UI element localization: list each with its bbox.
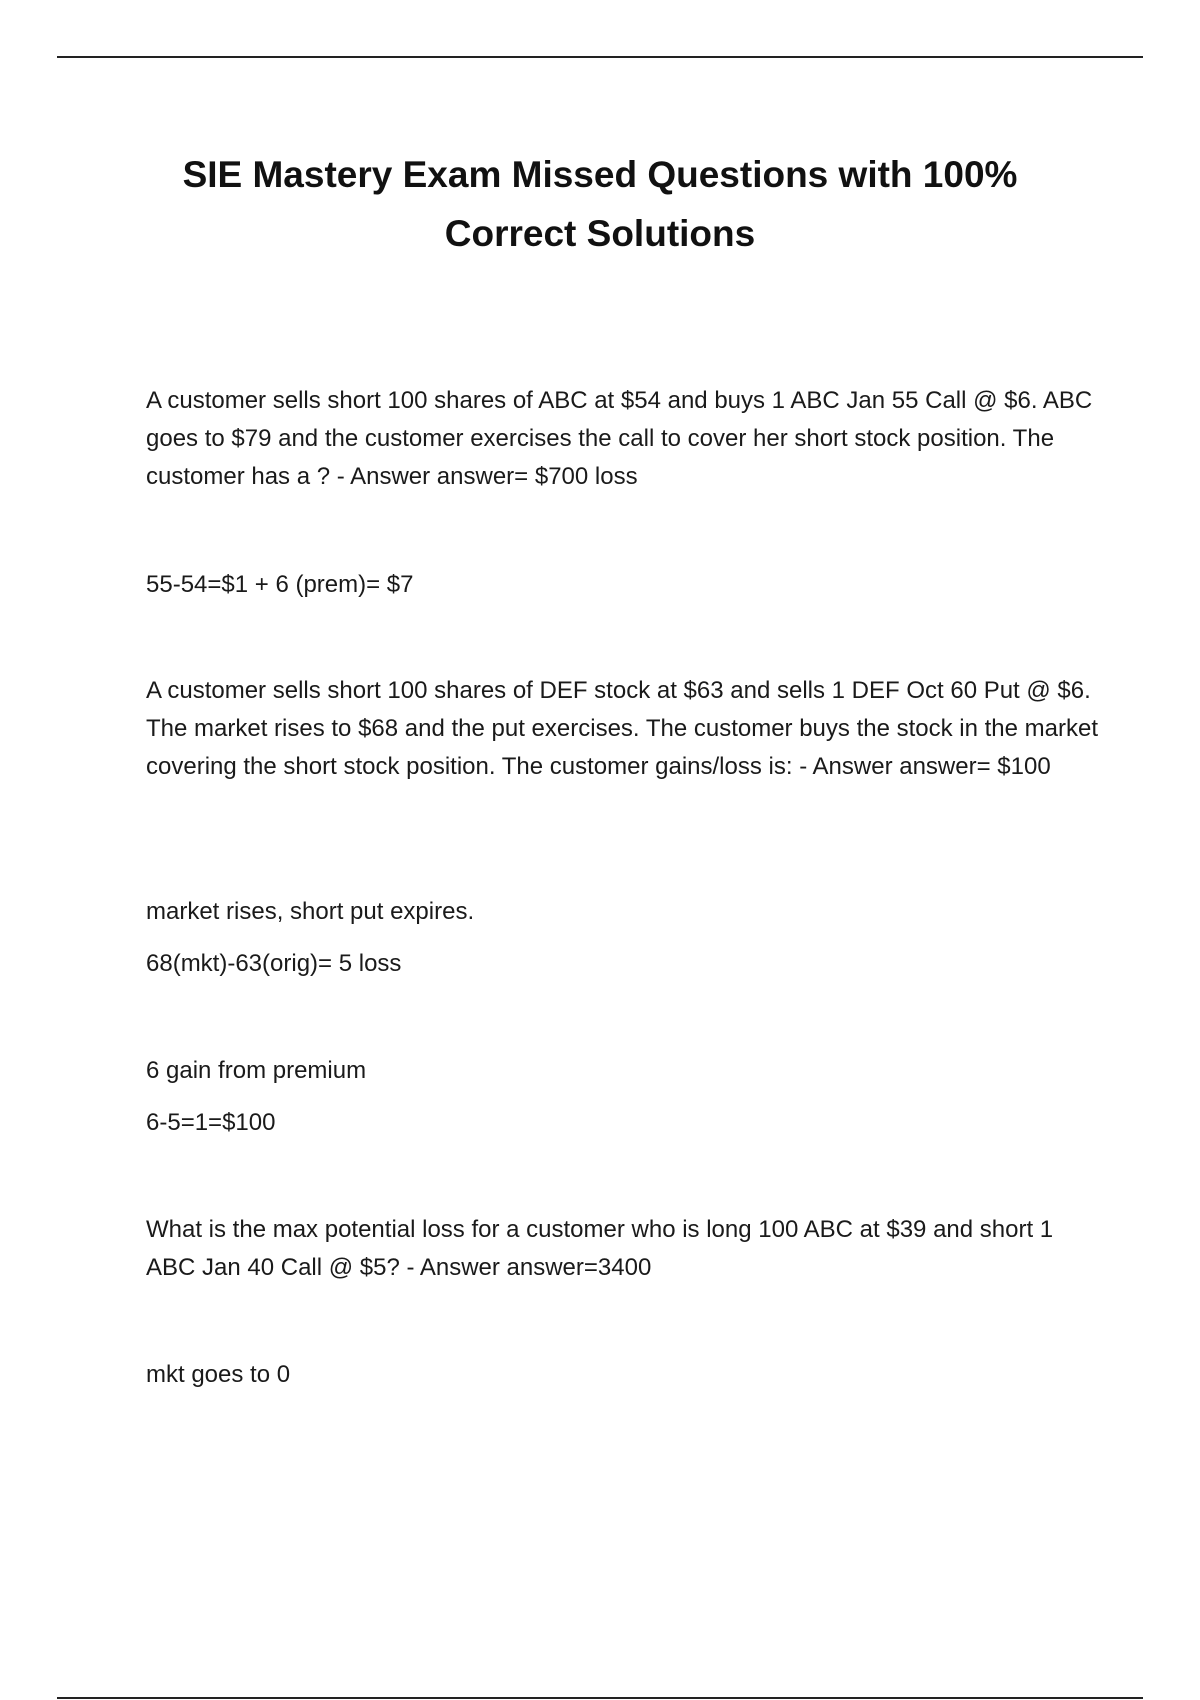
document-title [100, 145, 1100, 263]
question-3-working: mkt goes to 0 [146, 1361, 291, 1388]
title-line-2: Correct Solutions [444, 213, 756, 254]
top-divider [57, 56, 1143, 58]
question-2-note: market rises, short put expires. [146, 898, 475, 925]
question-2-paragraph: A customer sells short 100 shares of DEF stock at $63 and sells 1 DEF Oct 60 Put @ $6. The market rises to $68 and the put exercises. The customer buys the stock in the market covering the short stock position. The customer gains/loss is: - Answer answer= $100 [146, 677, 1099, 780]
question-2-working-2: 6 gain from premium [146, 1057, 367, 1084]
question-2-working-1: 68(mkt)-63(orig)= 5 loss [146, 950, 402, 977]
title-line-1: SIE Mastery Exam Missed Questions with 100% [182, 154, 1018, 195]
question-3-paragraph: What is the max potential loss for a customer who is long 100 ABC at $39 and short 1 ABC Jan 40 Call @ $5? - Answer answer=3400 [146, 1216, 1054, 1281]
question-1-paragraph: A customer sells short 100 shares of ABC at $54 and buys 1 ABC Jan 55 Call @ $6. ABC goes to $79 and the customer exercises the call to cover her short stock position. The customer has a ? - Answer answer= $700 loss [146, 387, 1093, 490]
bottom-divider [57, 1697, 1143, 1699]
question-1-working: 55-54=$1 + 6 (prem)= $7 [146, 571, 414, 598]
question-2-working-3: 6-5=1=$100 [146, 1109, 276, 1136]
